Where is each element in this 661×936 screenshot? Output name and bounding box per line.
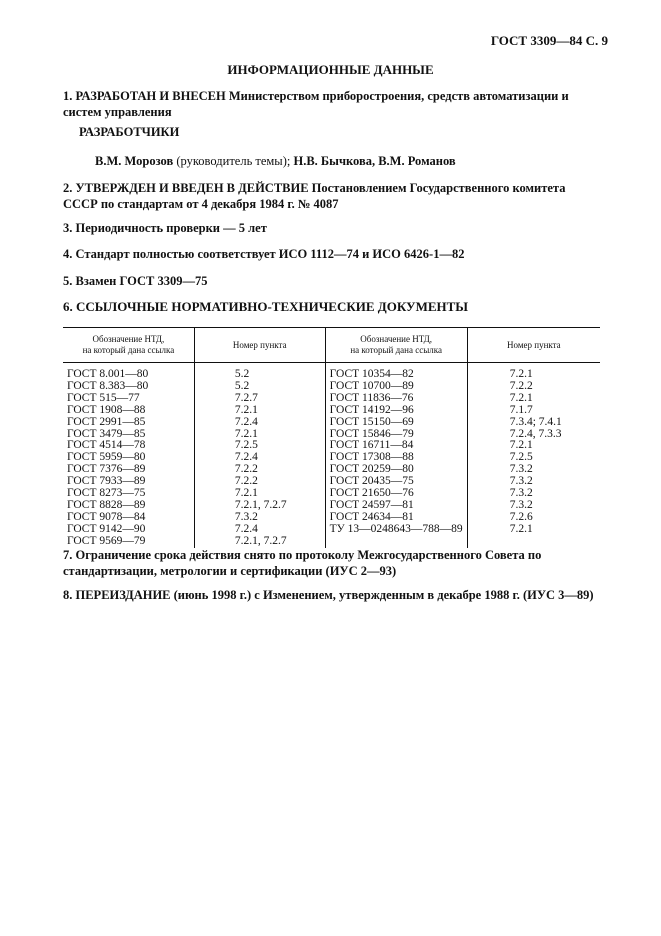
doc-left-cell: ГОСТ 5959—80	[63, 452, 194, 464]
point-right-cell: 7.3.2	[509, 487, 533, 500]
point-left-cell: 7.2.1	[194, 429, 325, 441]
item-6-text: ССЫЛОЧНЫЕ НОРМАТИВНО-ТЕХНИЧЕСКИЕ ДОКУМЕНТЫ	[76, 299, 469, 314]
header-doc-right-line2: на который дана ссылка	[350, 345, 442, 355]
item-1	[63, 88, 603, 120]
developers-line	[95, 154, 456, 169]
item-6-number: 6.	[63, 299, 73, 314]
doc-right-cell: ГОСТ 24597—81	[325, 500, 467, 512]
point-right-cell	[467, 536, 600, 548]
item-5-text: Взамен ГОСТ 3309—75	[75, 274, 208, 288]
developer-role: (руководитель темы);	[173, 154, 294, 168]
point-left-cell: 7.2.4	[194, 452, 325, 464]
point-right-cell: 7.2.1	[509, 368, 533, 380]
point-left-cell: 7.2.1, 7.2.7	[194, 536, 325, 548]
doc-right-cell: ГОСТ 24634—81	[325, 512, 467, 524]
point-left-cell: 7.2.4	[194, 417, 325, 429]
point-right-cell: 7.1.7	[509, 403, 533, 416]
table-row	[63, 512, 600, 524]
item-2-number: 2.	[63, 181, 73, 195]
point-right-cell: 7.3.2	[509, 463, 533, 476]
doc-right-cell: ГОСТ 21650—76	[325, 488, 467, 500]
point-left-cell: 7.2.2	[194, 464, 325, 476]
point-left-cell: 7.2.1	[194, 405, 325, 417]
item-4-text: Стандарт полностью соответствует ИСО 1112—74 и ИСО 6426-1—82	[75, 247, 465, 261]
header-doc-right	[325, 328, 467, 363]
header-doc-left-line1: Обозначение НТД,	[92, 334, 165, 344]
table-row	[63, 393, 600, 405]
point-right-cell: 7.3.2	[509, 498, 533, 511]
point-left-cell: 7.2.5	[194, 440, 325, 452]
item-1-number: 1.	[63, 89, 73, 103]
item-4	[63, 246, 603, 262]
doc-left-cell: ГОСТ 7376—89	[63, 464, 194, 476]
point-right-cell: 7.2.4, 7.3.3	[509, 427, 562, 440]
doc-left-cell: ГОСТ 1908—88	[63, 405, 194, 417]
point-left-cell: 7.2.2	[194, 476, 325, 488]
point-right-cell: 7.2.2	[509, 379, 533, 392]
table-row	[63, 524, 600, 536]
doc-left-cell: ГОСТ 9078—84	[63, 512, 194, 524]
point-left-cell: 7.2.4	[194, 524, 325, 536]
section-title: ИНФОРМАЦИОННЫЕ ДАННЫЕ	[227, 62, 434, 77]
point-left-cell: 5.2	[194, 381, 325, 393]
point-right-cell: 7.2.1	[509, 522, 533, 535]
doc-left-cell: ГОСТ 7933—89	[63, 476, 194, 488]
item-3-text: Периодичность проверки — 5 лет	[75, 221, 267, 235]
doc-left-cell: ГОСТ 8828—89	[63, 500, 194, 512]
header-doc-left	[63, 328, 194, 363]
doc-left-cell: ГОСТ 9569—79	[63, 536, 194, 548]
doc-left-cell: ГОСТ 8.001—80	[63, 363, 194, 381]
doc-left-cell: ГОСТ 2991—85	[63, 417, 194, 429]
item-8-number: 8.	[63, 588, 73, 602]
item-7-text: Ограничение срока действия снято по протоколу Межгосударственного Совета по стандартизации, метрологии и сертификации (ИУС 2—93)	[63, 548, 542, 578]
doc-left-cell: ГОСТ 4514—78	[63, 440, 194, 452]
header-doc-left-line2: на который дана ссылка	[82, 345, 175, 355]
point-left-cell: 7.2.7	[194, 393, 325, 405]
doc-right-cell: ГОСТ 16711—84	[325, 440, 467, 452]
developer-others: Н.В. Бычкова, В.М. Романов	[293, 154, 456, 168]
table-row	[63, 536, 600, 548]
doc-right-cell: ГОСТ 15150—69	[325, 417, 467, 429]
item-5-number: 5.	[63, 274, 73, 288]
item-4-number: 4.	[63, 247, 73, 261]
point-right-cell: 7.3.4; 7.4.1	[509, 415, 562, 428]
doc-right-cell: ГОСТ 17308—88	[325, 452, 467, 464]
item-5	[63, 273, 603, 289]
item-8-text: ПЕРЕИЗДАНИЕ (июнь 1998 г.) с Изменением, утвержденным в декабре 1988 г. (ИУС 3—89)	[75, 588, 594, 602]
item-8	[63, 587, 603, 603]
point-left-cell: 7.2.1, 7.2.7	[194, 500, 325, 512]
doc-right-cell: ГОСТ 10354—82	[325, 363, 467, 381]
item-3-number: 3.	[63, 221, 73, 235]
item-7-number: 7.	[63, 548, 73, 562]
developer-lead: В.М. Морозов	[95, 154, 174, 168]
doc-right-cell	[325, 536, 467, 548]
header-doc-right-line1: Обозначение НТД,	[360, 334, 433, 344]
table-row	[63, 417, 600, 429]
doc-right-cell: ГОСТ 10700—89	[325, 381, 467, 393]
point-right-cell: 7.2.6	[509, 510, 533, 523]
doc-right-cell: ГОСТ 20435—75	[325, 476, 467, 488]
point-right-cell: 7.2.1	[509, 439, 533, 452]
point-left-cell: 5.2	[194, 363, 325, 381]
header-point-right: Номер пункта	[467, 328, 600, 363]
doc-right-cell: ГОСТ 20259—80	[325, 464, 467, 476]
point-right-cell: 7.3.2	[509, 475, 533, 488]
point-right-cell: 7.2.1	[509, 391, 533, 404]
item-1-text: РАЗРАБОТАН И ВНЕСЕН Министерством приборостроения, средств автоматизации и систем управления	[63, 89, 569, 119]
item-6	[63, 299, 603, 315]
doc-left-cell: ГОСТ 8.383—80	[63, 381, 194, 393]
table-row	[63, 363, 600, 381]
item-2	[63, 180, 603, 212]
doc-left-cell: ГОСТ 8273—75	[63, 488, 194, 500]
table-row	[63, 405, 600, 417]
page-header: ГОСТ 3309—84 С. 9	[490, 33, 608, 48]
doc-right-cell: ГОСТ 15846—79	[325, 429, 467, 441]
doc-left-cell: ГОСТ 3479—85	[63, 429, 194, 441]
point-right-cell: 7.2.5	[509, 451, 533, 464]
item-2-text: УТВЕРЖДЕН И ВВЕДЕН В ДЕЙСТВИЕ Постановлением Государственного комитета СССР по стандартам от 4 декабря 1984 г. № 4087	[63, 181, 566, 211]
table-header-row	[63, 328, 600, 363]
developers-heading: РАЗРАБОТЧИКИ	[79, 125, 180, 139]
doc-left-cell: ГОСТ 9142—90	[63, 524, 194, 536]
item-7	[63, 547, 603, 579]
doc-left-cell: ГОСТ 515—77	[63, 393, 194, 405]
item-3	[63, 220, 603, 236]
reference-documents-table	[63, 327, 600, 548]
doc-right-cell: ГОСТ 11836—76	[325, 393, 467, 405]
header-point-left: Номер пункта	[194, 328, 325, 363]
point-left-cell: 7.3.2	[194, 512, 325, 524]
table-body	[63, 363, 600, 548]
doc-right-cell: ТУ 13—0248643—788—89	[325, 524, 467, 536]
point-left-cell: 7.2.1	[194, 488, 325, 500]
doc-right-cell: ГОСТ 14192—96	[325, 405, 467, 417]
